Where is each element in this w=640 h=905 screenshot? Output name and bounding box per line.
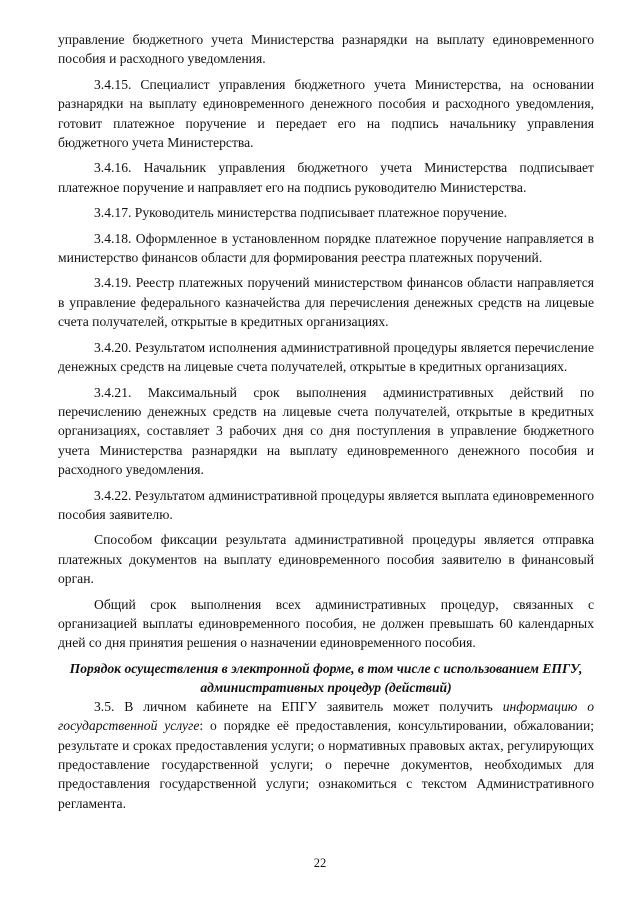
paragraph-3-4-21: 3.4.21. Максимальный срок выполнения административных действий по перечислению денежных средств на лицевые счета получателей, открытые в кредитных организациях, составляет 3 рабочих дня со дня поступления в управление бюджетного учета Министерства разнарядки на выплату единовременного денежного пособия и расходного уведомления. [58,384,594,478]
paragraph-3-5-italic: информацию о государственной услуге [58,698,595,734]
page-number: 22 [313,856,327,870]
paragraph-3-4-19: 3.4.19. Реестр платежных поручений министерством финансов области направляется в управление федерального казначейства для перечисления денежных средств на лицевые счета получателей, открытые в кредитных организациях. [58,275,594,330]
section-heading: Порядок осуществления в электронной форме, в том числе с использованием ЕПГУ, административных процедур (действий) [69,660,583,695]
paragraph-3-5 [58,697,594,813]
paragraph-total-term: Общий срок выполнения всех административных процедур, связанных с организацией выплаты единовременного пособия, не должен превышать 60 календарных дней со дня принятия решения о назначении единовременного пособия. [58,596,594,651]
paragraph-3-5-text-start: 3.5. В личном кабинете на ЕПГУ заявитель может получить [94,698,503,714]
paragraph-3-4-18: 3.4.18. Оформленное в установленном порядке платежное поручение направляется в министерство финансов области для формирования реестра платежных поручений. [58,230,594,266]
paragraph-3-5-text-end: : о порядке её предоставления, консультировании, обжаловании; результате и сроках предоставления услуги; о нормативных правовых актах, регулирующих предоставление государственной услуги; о перечне документов, необходимых для предоставления государственной услуги; ознакомиться с текстом Административного регламента. [58,718,594,811]
paragraph-3-4-16: 3.4.16. Начальник управления бюджетного учета Министерства подписывает платежное поручение и направляет его на подпись руководителю Министерства. [58,160,594,195]
paragraph-3-4-15: 3.4.15. Специалист управления бюджетного учета Министерства, на основании разнарядки на выплату единовременного денежного пособия и расходного уведомления, готовит платежное поручение и передает его на подпись начальнику управления бюджетного учета Министерства. [58,76,594,151]
paragraph-3-4-22: 3.4.22. Результатом административной процедуры является выплата единовременного пособия заявителю. [58,487,594,522]
paragraph-continuation: управление бюджетного учета Министерства разнарядки на выплату единовременного пособия и расходного уведомления. [58,32,594,67]
paragraph-fixation-method: Способом фиксации результата административной процедуры является отправка платежных документов на выплату единовременного пособия заявителю в финансовый орган. [58,532,594,587]
paragraph-3-4-17: 3.4.17. Руководитель министерства подписывает платежное поручение. [94,205,508,221]
document-page [58,30,594,819]
paragraph-3-4-20: 3.4.20. Результатом исполнения административной процедуры является перечисление денежных средств на лицевые счета получателей, открытые в кредитных организациях. [58,339,594,375]
